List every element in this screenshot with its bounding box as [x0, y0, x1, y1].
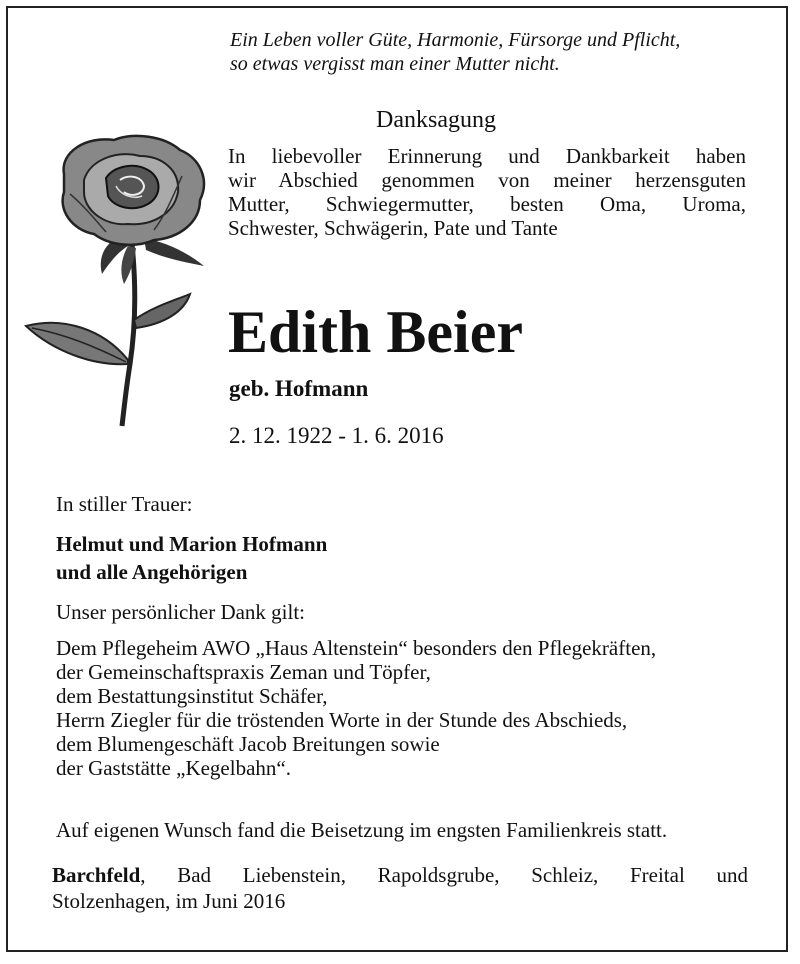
thanks-item: der Gemeinschaftspraxis Zeman und Töpfer,	[56, 660, 431, 684]
thanks-list	[56, 636, 656, 780]
places-rest: , Bad Liebenstein, Rapoldsgrube, Schleiz, Freital und	[140, 863, 748, 887]
thanks-item: Dem Pflegeheim AWO „Haus Altenstein“ besonders den Pflegekräften,	[56, 636, 657, 660]
motto-line-1: Ein Leben voller Güte, Harmonie, Fürsorge und Pflicht,	[230, 29, 681, 51]
places-line-1	[52, 862, 748, 888]
thanks-item: dem Blumengeschäft Jacob Breitungen sowie	[56, 732, 440, 756]
places-and-date	[52, 862, 748, 914]
intro-text	[228, 144, 746, 240]
mourners-line-2: und alle Angehörigen	[56, 560, 248, 584]
thanks-item: Herrn Ziegler für die tröstenden Worte in der Stunde des Abschieds,	[56, 708, 628, 732]
places-first: Barchfeld	[52, 863, 141, 887]
deceased-name: Edith Beier	[228, 299, 523, 365]
heading-danksagung: Danksagung	[376, 107, 496, 133]
mourning-label: In stiller Trauer:	[56, 492, 193, 516]
mourners-line-1: Helmut und Marion Hofmann	[56, 532, 328, 556]
burial-note: Auf eigenen Wunsch fand die Beisetzung im engsten Familienkreis statt.	[56, 818, 668, 842]
thanks-intro: Unser persönlicher Dank gilt:	[56, 600, 306, 624]
rose-icon	[24, 134, 224, 430]
mourners	[56, 530, 327, 586]
thanks-item: dem Bestattungsinstitut Schäfer,	[56, 684, 328, 708]
birth-name: geb. Hofmann	[229, 376, 369, 401]
motto-line-2: so etwas vergisst man einer Mutter nicht.	[230, 53, 560, 75]
intro-line-3: Mutter, Schwiegermutter, besten Oma, Uroma,	[228, 192, 746, 216]
intro-line-1: In liebevoller Erinnerung und Dankbarkeit haben	[228, 144, 746, 168]
life-dates: 2. 12. 1922 - 1. 6. 2016	[229, 423, 444, 448]
motto	[230, 28, 680, 76]
intro-line-2: wir Abschied genommen von meiner herzensguten	[228, 168, 746, 192]
places-line-2: Stolzenhagen, im Juni 2016	[52, 889, 286, 913]
thanks-item: der Gaststätte „Kegelbahn“.	[56, 756, 291, 780]
intro-line-4: Schwester, Schwägerin, Pate und Tante	[228, 216, 558, 240]
